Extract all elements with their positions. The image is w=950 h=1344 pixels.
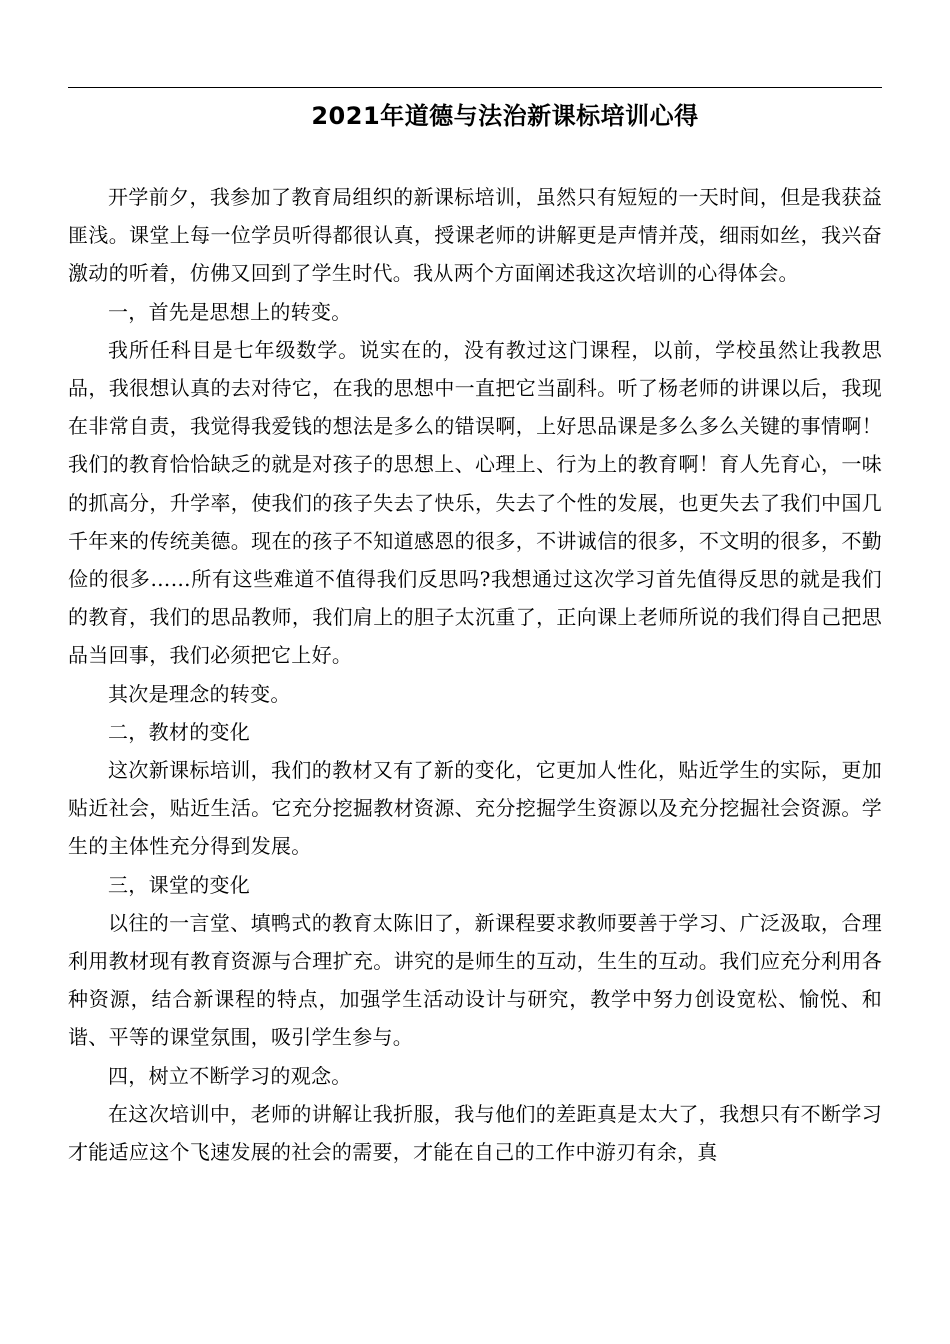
section-heading-classroom: 三，课堂的变化 — [108, 872, 251, 897]
section-heading-thinking: 一，首先是思想上的转变。 — [108, 299, 352, 324]
paragraph-textbook: 这次新课标培训，我们的教材又有了新的变化，它更加人性化，贴近学生的实际，更加贴近社会，贴近生活。它充分挖掘教材资源、充分挖掘学生资源以及充分挖掘社会资源。学生的主体性充分得到发展。 — [68, 758, 882, 859]
header-rule — [68, 87, 882, 88]
document-body — [68, 178, 882, 1171]
paragraph-thinking: 我所任科目是七年级数学。说实在的，没有教过这门课程，以前，学校虽然让我教思品，我很想认真的去对待它，在我的思想中一直把它当副科。听了杨老师的讲课以后，我现在非常自责，我觉得我爱钱的想法是多么的错误啊，上好思品课是多么多么关键的事情啊！我们的教育恰恰缺乏的就是对孩子的思想上、心理上、行为上的教育啊！育人先育心，一味的抓高分，升学率，使我们的孩子失去了快乐，失去了个性的发展，也更失去了我们中国几千年来的传统美德。现在的孩子不知道感恩的很多，不讲诚信的很多，不文明的很多，不勤俭的很多……所有这些难道不值得我们反思吗?我想通过这次学习首先值得反思的就是我们的教育，我们的思品教师，我们肩上的胆子太沉重了，正向课上老师所说的我们得自己把思品当回事，我们必须把它上好。 — [68, 337, 882, 668]
document-title: 2021年道德与法治新课标培训心得 — [311, 102, 699, 130]
section-heading-concept: 其次是理念的转变。 — [108, 681, 291, 706]
paragraph-intro: 开学前夕，我参加了教育局组织的新课标培训，虽然只有短短的一天时间，但是我获益匪浅。课堂上每一位学员听得都很认真，授课老师的讲解更是声情并茂，细雨如丝，我兴奋激动的听着，仿佛又回到了学生时代。我从两个方面阐述我这次培训的心得体会。 — [68, 185, 882, 286]
section-heading-learning: 四，树立不断学习的观念。 — [108, 1063, 352, 1088]
paragraph-learning: 在这次培训中，老师的讲解让我折服，我与他们的差距真是太大了，我想只有不断学习才能适应这个飞速发展的社会的需要，才能在自己的工作中游刃有余，真 — [68, 1101, 882, 1165]
paragraph-classroom: 以往的一言堂、填鸭式的教育太陈旧了，新课程要求教师要善于学习、广泛汲取，合理利用教材现有教育资源与合理扩充。讲究的是师生的互动，生生的互动。我们应充分利用各种资源，结合新课程的特点，加强学生活动设计与研究，教学中努力创设宽松、愉悦、和谐、平等的课堂氛围，吸引学生参与。 — [68, 910, 882, 1050]
section-heading-textbook: 二，教材的变化 — [108, 719, 251, 744]
